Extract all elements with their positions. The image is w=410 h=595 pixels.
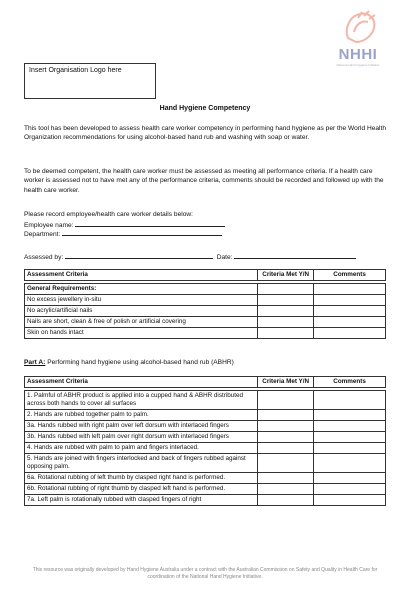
page-title: Hand Hygiene Competency [159,105,251,112]
table-row [25,495,386,506]
table-header-row [25,377,386,388]
logo-subtext: National Hand Hygiene Initiative [336,63,380,67]
comments-cell[interactable] [314,473,386,484]
criteria-met-header: Criteria Met Y/N [258,377,314,388]
comments-cell[interactable] [314,432,386,443]
criteria-met-cell[interactable] [258,421,314,432]
criteria-met-cell[interactable] [258,484,314,495]
criteria-met-cell[interactable] [258,410,314,421]
criteria-met-header: Criteria Met Y/N [258,270,314,281]
table-row [25,484,386,495]
criteria-met-cell[interactable] [258,328,314,339]
table-row [25,328,386,339]
assessed-by-field[interactable] [65,252,213,259]
criteria-cell: 7a. Left palm is rotationally rubbed with clasped fingers of right [25,495,258,506]
part-a-label: Part A: [24,359,46,366]
comments-header: Comments [314,377,386,388]
hands-icon [338,8,382,48]
comments-header: Comments [314,270,386,281]
criteria-cell: 2. Hands are rubbed together palm to palm. [25,410,258,421]
criteria-cell: 1. Palmful of ABHR product is applied into a cupped hand & ABHR distributed across both hands to cover all surfaces [25,391,258,410]
organisation-logo-placeholder [24,63,156,99]
criteria-met-cell[interactable] [258,284,314,295]
comments-cell[interactable] [314,328,386,339]
criteria-cell: 3a. Hands rubbed with right palm over left dorsum with interlaced fingers [25,421,258,432]
assessed-by-label: Assessed by: [24,254,64,261]
table-row [25,432,386,443]
criteria-cell: 6a. Rotational rubbing of left thumb by clasped right hand is performed. [25,473,258,484]
comments-cell[interactable] [314,317,386,328]
employee-name-label: Employee name: [24,222,74,229]
table-row [25,443,386,454]
table-row [25,317,386,328]
criteria-met-cell[interactable] [258,306,314,317]
criteria-met-cell[interactable] [258,295,314,306]
criteria-met-cell[interactable] [258,391,314,410]
criteria-cell: Nails are short, clean & free of polish or artificial covering [25,317,258,328]
criteria-met-cell[interactable] [258,443,314,454]
criteria-met-cell[interactable] [258,317,314,328]
table-row [25,421,386,432]
intro-paragraph: This tool has been developed to assess health care worker competency in performing hand hygiene as per the World Health Organization recommendations for using alcohol-based hand rub and washing with soap or water. [24,125,387,142]
criteria-met-cell[interactable] [258,432,314,443]
table-row [25,306,386,317]
table-row [25,284,386,295]
criteria-met-cell[interactable] [258,454,314,473]
comments-cell[interactable] [314,484,386,495]
logo-text: NHHI [338,46,378,63]
abhr-criteria-table [24,376,386,506]
criteria-met-cell[interactable] [258,473,314,484]
footer-note: This resource was originally developed by Hand Hygiene Australia under a contract with the Australian Commission on Safety and Quality in Health Care for coordination of the National Hand Hygiene Initiative. [32,567,378,580]
comments-cell[interactable] [314,295,386,306]
org-box-label: Insert Organisation Logo here [29,67,122,74]
employee-name-field[interactable] [75,220,225,227]
criteria-cell: 4. Hands are rubbed with palm to palm and fingers interlaced. [25,443,258,454]
criteria-cell: 3b. Hands rubbed with left palm over right dorsum with interlaced fingers [25,432,258,443]
comments-cell[interactable] [314,495,386,506]
table-row [25,473,386,484]
criteria-header: Assessment Criteria [25,270,258,281]
table-row [25,410,386,421]
table-header-row [25,270,386,281]
table-row [25,454,386,473]
date-field[interactable] [234,252,356,259]
criteria-cell: 6b. Rotational rubbing of right thumb by clasped left hand is performed. [25,484,258,495]
comments-cell[interactable] [314,306,386,317]
general-requirements-table [24,269,386,339]
competency-note: To be deemed competent, the health care worker must be assessed as meeting all performance criteria. If a health care worker is assessed not to have met any of the performance criteria, comments should be recorded and followed up with the health care worker. [24,168,384,194]
part-a-heading [24,359,234,366]
department-field[interactable] [62,229,222,236]
comments-cell[interactable] [314,443,386,454]
criteria-header: Assessment Criteria [25,377,258,388]
group-label: General Requirements: [25,284,258,295]
table-row [25,295,386,306]
assessed-by-row [24,252,356,262]
department-row [24,229,222,239]
department-label: Department: [24,231,61,238]
criteria-cell: 5. Hands are joined with fingers interlocked and back of fingers rubbed against opposing palm. [25,454,258,473]
table-row [25,391,386,410]
criteria-cell: No acrylic/artificial nails [25,306,258,317]
comments-cell[interactable] [314,421,386,432]
comments-cell[interactable] [314,410,386,421]
comments-cell[interactable] [314,391,386,410]
criteria-met-cell[interactable] [258,495,314,506]
record-prompt: Please record employee/health care worker details below: [24,211,193,218]
nhhi-logo [328,8,388,72]
criteria-cell: No excess jewellery in-situ [25,295,258,306]
comments-cell[interactable] [314,284,386,295]
date-label: Date: [216,254,233,261]
criteria-cell: Skin on hands intact [25,328,258,339]
comments-cell[interactable] [314,454,386,473]
part-a-text: Performing hand hygiene using alcohol-based hand rub (ABHR) [47,359,234,366]
